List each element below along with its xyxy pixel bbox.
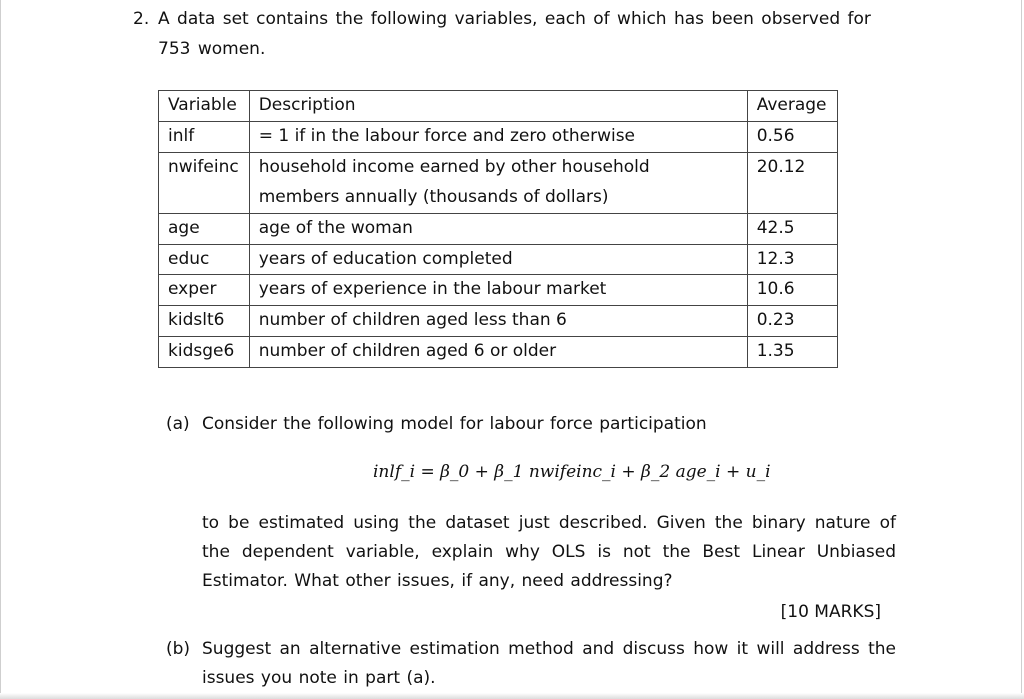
- table-row: [159, 152, 838, 213]
- part-b-label: (b): [166, 639, 191, 659]
- question-number: 2.: [133, 9, 150, 29]
- cell-variable: nwifeinc: [159, 152, 250, 213]
- cell-description-line2: members annually (thousands of dollars): [258, 186, 609, 207]
- table-row: [159, 121, 838, 152]
- cell-average: 1.35: [747, 337, 837, 368]
- cell-description: years of experience in the labour market: [249, 275, 747, 306]
- cell-variable: kidslt6: [159, 306, 250, 337]
- part-a-lead: [166, 410, 896, 439]
- model-equation: inlf_i = β_0 + β_1 nwifeinc_i + β_2 age_i + u_i: [373, 462, 771, 482]
- table-row: [159, 306, 838, 337]
- cell-variable: kidsge6: [159, 337, 250, 368]
- table-row: [159, 213, 838, 244]
- question-text: A data set contains the following variables, each of which has been observed for 753 women.: [158, 9, 871, 59]
- table-header-row: [159, 91, 838, 122]
- cell-average: 0.23: [747, 306, 837, 337]
- cell-average: 0.56: [747, 121, 837, 152]
- part-a-body: [166, 509, 896, 596]
- cell-description: age of the woman: [249, 213, 747, 244]
- header-variable: Variable: [159, 91, 250, 122]
- cell-average: 42.5: [747, 213, 837, 244]
- cell-variable: inlf: [159, 121, 250, 152]
- table-row: [159, 337, 838, 368]
- question-intro: [133, 4, 893, 64]
- cell-average: 10.6: [747, 275, 837, 306]
- part-a-body-text: to be estimated using the dataset just described. Given the binary nature of the dependent variable, explain why OLS is not the Best Linear Unbiased Estimator. What other issues, if any, need addressing?: [202, 513, 896, 591]
- part-b-body-text: Suggest an alternative estimation method and discuss how it will address the issues you note in part (a).: [202, 639, 896, 688]
- table-row: [159, 244, 838, 275]
- cell-description: = 1 if in the labour force and zero otherwise: [249, 121, 747, 152]
- part-a-label: (a): [166, 414, 190, 434]
- header-average: Average: [747, 91, 837, 122]
- cell-average: 20.12: [747, 152, 837, 213]
- variables-table: [158, 90, 838, 368]
- cell-variable: educ: [159, 244, 250, 275]
- cell-description: number of children aged less than 6: [249, 306, 747, 337]
- part-a-lead-text: Consider the following model for labour force participation: [202, 414, 707, 434]
- header-description: Description: [249, 91, 747, 122]
- cell-variable: age: [159, 213, 250, 244]
- table-row: [159, 275, 838, 306]
- cell-description-line1: household income earned by other household: [258, 156, 650, 177]
- bottom-shade: [0, 693, 1024, 699]
- cell-description: [249, 152, 747, 213]
- cell-average: 12.3: [747, 244, 837, 275]
- cell-variable: exper: [159, 275, 250, 306]
- part-b: [166, 635, 896, 693]
- cell-description: years of education completed: [249, 244, 747, 275]
- cell-description: number of children aged 6 or older: [249, 337, 747, 368]
- marks-label: [10 MARKS]: [780, 602, 881, 622]
